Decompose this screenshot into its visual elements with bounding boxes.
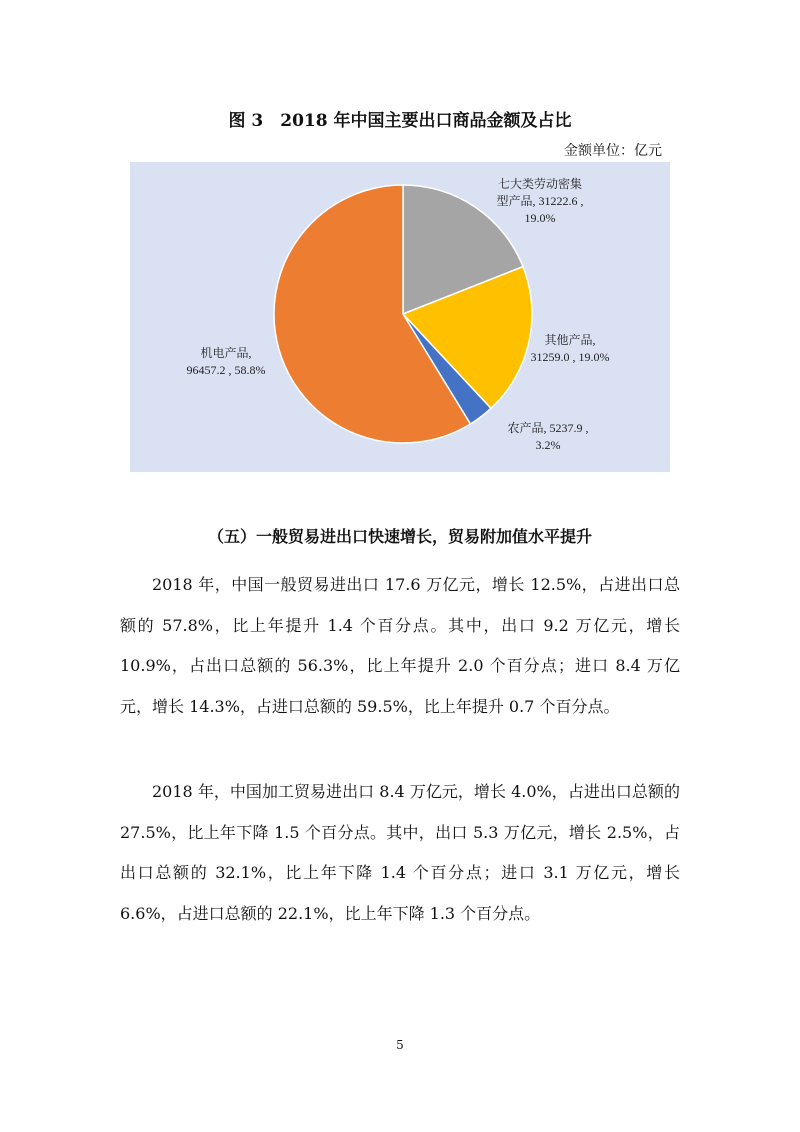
page-number: 5 (396, 1038, 404, 1052)
pie-chart-area (130, 162, 670, 472)
slice-agricultural-label: 农产品, 5237.9 , 3.2% (507, 421, 589, 452)
paragraph-processing-trade: 2018 年，中国加工贸易进出口 8.4 万亿元，增长 4.0%，占进出口总额的 27.5%，比上年下降 1.5 个百分点。其中，出口 5.3 万亿元，增长 2.5%，占出口总额的 32.1%，比上年下降 1.4 个百分点；进口 3.1 万亿元，增长 6.6%，占进口总额的 22.1%，比上年下降 1.3 个百分点。 (120, 782, 680, 923)
slice-other-products-label: 其他产品, 31259.0 , 19.0% (530, 333, 610, 364)
slice-labor-intensive-label: 七大类劳动密集型产品, 31222.6 , 19.0% (496, 177, 584, 225)
paragraph-general-trade: 2018 年，中国一般贸易进出口 17.6 万亿元，增长 12.5%，占进出口总额的 57.8%，比上年提升 1.4 个百分点。其中，出口 9.2 万亿元，增长 10.9%，占出口总额的 56.3%，比上年提升 2.0 个百分点；进口 8.4 万亿元，增长 14.3%，占进口总额的 59.5%，比上年提升 0.7 个百分点。 (120, 575, 680, 716)
pie-chart (130, 162, 670, 472)
slice-mechanical-electrical-label: 机电产品, 96457.2 , 58.8% (186, 346, 266, 377)
figure-title: 图 3 2018 年中国主要出口商品金额及占比 (228, 111, 572, 131)
unit-label: 金额单位：亿元 (564, 143, 662, 159)
section-heading: （五）一般贸易进出口快速增长，贸易附加值水平提升 (207, 527, 592, 546)
